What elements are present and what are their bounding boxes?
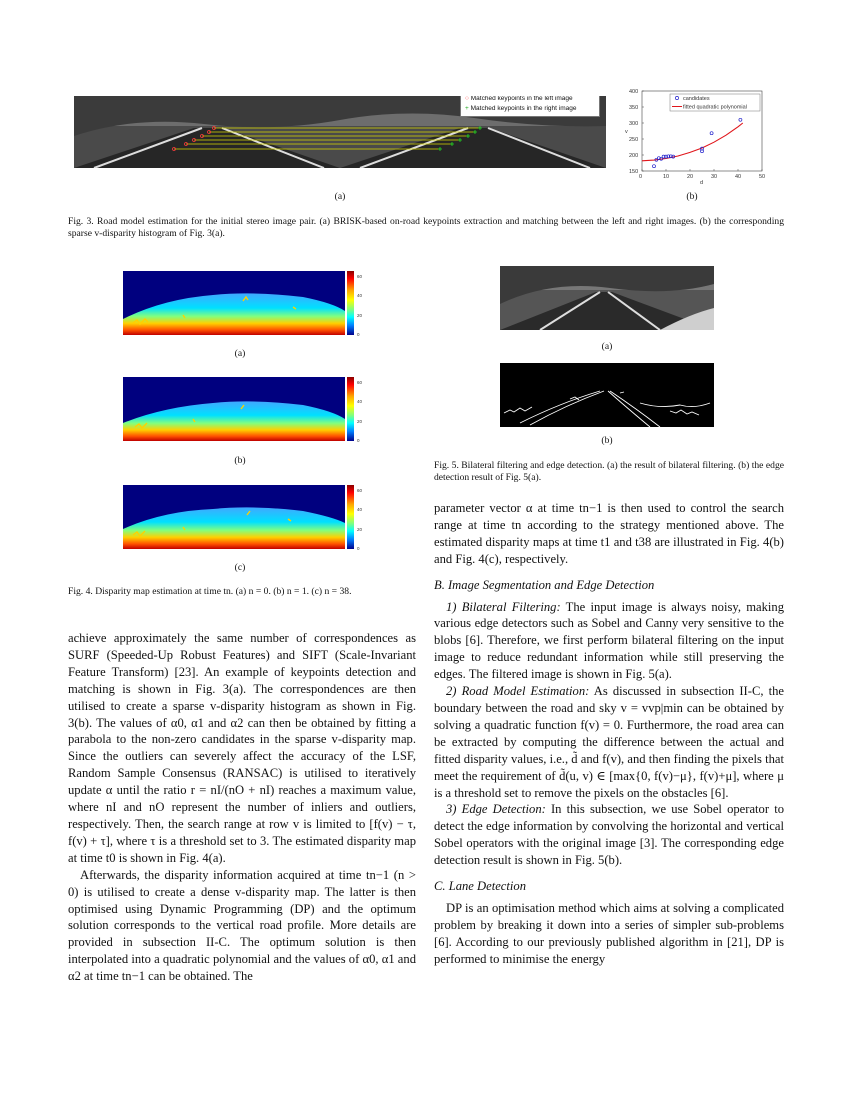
fig3b-vdisparity-chart: [614, 86, 770, 186]
fig4-sublabel-a: (a): [234, 348, 246, 359]
fig4a-colorbar: [347, 271, 354, 335]
paragraph-dense-vdisparity: Afterwards, the disparity information acquired at time tn−1 (n > 0) is utilised to create a dense v-disparity map. The latter is then optimised using Dynamic Programming (DP) and the optimum solution corresponds to the vertical road profile. More details are provided in subsection II-C. The optimum solution is then interpolated into a quadratic polynomial and the values of α0, α1 and α2 at time tn−1 can be obtained. The: [68, 867, 416, 984]
paragraph-parameter-vector: parameter vector α at time tn−1 is then used to control the search range at time tn according to the strategy mentioned above. The estimated disparity maps at time t1 and t38 are illustrated in Fig. 4(b) and Fig. 4(c), respectively.: [434, 501, 784, 566]
x-tick-label: 10: [663, 174, 670, 180]
fig5-sublabel-a: (a): [601, 341, 613, 352]
left-column-text: [68, 630, 416, 985]
fig3a-stereo-image: [74, 96, 606, 168]
legend-candidates: candidates: [683, 96, 710, 102]
x-tick-label: 40: [735, 174, 742, 180]
fig4-caption: Fig. 4. Disparity map estimation at time tn. (a) n = 0. (b) n = 1. (c) n = 38.: [68, 586, 352, 597]
fig4a-disparity-map: [123, 271, 345, 335]
subsection-title-edge-detection: 3) Edge Detection:: [446, 802, 546, 817]
x-tick-label: 50: [759, 174, 766, 180]
y-tick-label: 350: [629, 105, 639, 111]
fig4-sublabel-c: (c): [234, 562, 246, 573]
paragraph-road-model: 2) Road Model Estimation: As discussed in subsection II-C, the boundary between the road and sky v = vvp|min can be obtained by solving a quadratic function f(v) = 0. Furthermore, the road area can be extracted by computing the difference between the actual and fitted disparity values, i.e., d̃ and f(v), and then finding the pixels that meet the requirement of d̃(u, v) ∈ [max{0, f(v)−μ}, f(v)+μ], where μ is a threshold set to remove the pixels on the obstacles [6].: [434, 684, 784, 800]
fig4-sublabel-b: (b): [234, 455, 246, 466]
section-heading-b: B. Image Segmentation and Edge Detection: [434, 577, 655, 592]
fig4c-disparity-map: [123, 485, 345, 549]
fig4b-disparity-map: [123, 377, 345, 441]
paragraph-lane-detection: DP is an optimisation method which aims at solving a complicated problem by breaking it down into a series of simpler sub-problems [6]. According to our previously published algorithm in [21], DP is performed to minimise the energy: [434, 900, 784, 966]
fig4c-colorbar: [347, 485, 354, 549]
red-circle-marker-icon: ○: [465, 96, 469, 102]
x-tick-label: 20: [687, 174, 694, 180]
x-axis-label: d: [700, 180, 704, 186]
right-column-text: [434, 500, 784, 968]
fig3-caption: Fig. 3. Road model estimation for the initial stereo image pair. (a) BRISK-based on-road keypoints extraction and matching between the left and right images. (b) the corresponding sparse v-disparity histogram of Fig. 3(a).: [68, 216, 784, 239]
y-axis-label: v: [625, 129, 628, 135]
fig3-sublabel-b: (b): [686, 191, 698, 202]
subsection-title-road-model: 2) Road Model Estimation:: [446, 684, 590, 699]
y-tick-label: 200: [629, 153, 639, 159]
subsection-title-bilateral: 1) Bilateral Filtering:: [446, 599, 561, 614]
green-plus-marker-icon: +: [465, 105, 469, 112]
fig3a-legend: [460, 96, 600, 117]
y-tick-label: 250: [629, 137, 639, 143]
fig5a-filtered-image: [500, 266, 714, 330]
section-heading-c: C. Lane Detection: [434, 879, 526, 894]
y-tick-label: 300: [629, 121, 639, 127]
legend-right-image: Matched keypoints in the right image: [470, 105, 577, 112]
y-tick-label: 150: [629, 169, 639, 175]
fig5b-edge-map: [500, 363, 714, 427]
paragraph-edge-detection: 3) Edge Detection: In this subsection, we use Sobel operator to detect the edge information by convolving the horizontal and vertical Sobel operators with the original image [3]. The corresponding edge detection result is shown in Fig. 5(b).: [434, 802, 784, 868]
fig5-sublabel-b: (b): [601, 435, 613, 446]
legend-left-image: Matched keypoints in the left image: [470, 96, 573, 102]
fig5-caption: Fig. 5. Bilateral filtering and edge detection. (a) the result of bilateral filtering. (b) the edge detection result of Fig. 5(a).: [434, 460, 784, 483]
x-tick-label: 30: [711, 174, 718, 180]
y-tick-label: 400: [629, 89, 639, 95]
fig4b-colorbar: [347, 377, 354, 441]
paragraph-bilateral-filtering: 1) Bilateral Filtering: The input image is always noisy, making various edge detectors such as Sobel and Canny very sensitive to the blobs [6]. Therefore, we first perform bilateral filtering on the input image to reduce redundant information while still preserving the edges. The filtered image is shown in Fig. 5(a).: [434, 599, 784, 682]
fig3-sublabel-a: (a): [334, 191, 346, 202]
legend-fit: fitted quadratic polynomial: [683, 104, 747, 111]
x-tick-label: 0: [639, 174, 643, 180]
paragraph-keypoints: achieve approximately the same number of correspondences as SURF (Speeded-Up Robust Features) and SIFT (Scale-Invariant Feature Transform) [23]. An example of keypoints detection and matching is shown in Fig. 3(a). The correspondences are then utilised to create a sparse v-disparity histogram as shown in Fig. 3(b). The values of α0, α1 and α2 can then be obtained by fitting a parabola to the non-zero candidates in the sparse v-disparity map. Since the outliers can severely affect the accuracy of the LSF, Random Sample Consensus (RANSAC) is utilised to iteratively update α until the ratio r = nI/(nO + nI) reaches a maximum value, where nI and nO represent the number of inliers and outliers, respectively. Then, the search range at row v is limited to [f(v) − τ, f(v) + τ], where τ is a threshold set to 3. The estimated disparity map at time t0 is shown in Fig. 4(a).: [68, 631, 416, 865]
